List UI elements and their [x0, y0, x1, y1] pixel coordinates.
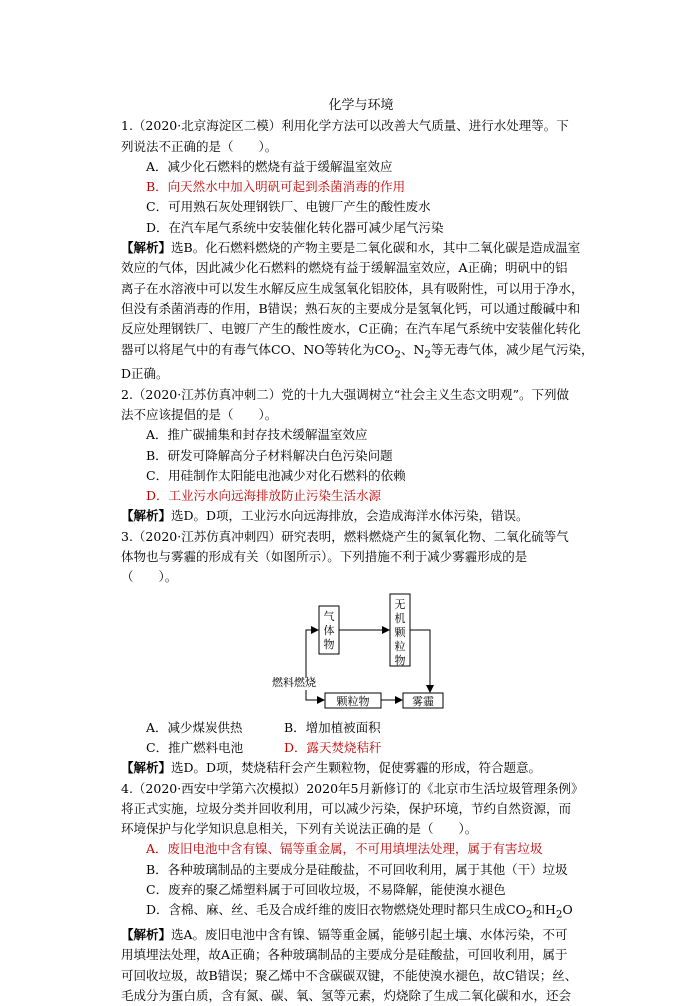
analysis-tag: 【解析】 [121, 508, 172, 524]
q1-analysis-line2: 效应的气体，因此减少化石燃料的燃烧有益于缓解温室效应，A正确；明矾中的铝 [121, 260, 568, 276]
q1-option-b-answer: B．向天然水中加入明矾可起到杀菌消毒的作用 [146, 179, 406, 195]
fuel-burning-label: 燃料燃烧 [272, 675, 316, 689]
arrow-fuel-to-gas [306, 630, 318, 678]
q3-analysis-line1 [121, 758, 601, 778]
q3-analysis-text: 选D。D项，焚烧秸秆会产生颗粒物，促使雾霾的形成，符合题意。 [171, 760, 542, 776]
q1-stem-line1: 1.（2020·北京海淀区二模）利用化学方法可以改善大气质量、进行水处理等。下 [121, 118, 569, 134]
subscript: 2 [555, 908, 563, 921]
q3-option-a: A．减少煤炭供热 [146, 719, 243, 735]
q3-stem-line2: 体物也与雾霾的形成有关（如图所示）。下列措施不利于减少雾霾形成的是 [121, 549, 528, 565]
q1-analysis-line6-part1: 器可以将尾气中的有毒气体CO、NO等转化为CO [121, 341, 395, 357]
q4-option-d [121, 900, 601, 925]
q4-option-d-part2: 和H [532, 902, 556, 918]
inorganic-label-3: 颗 [394, 625, 406, 639]
haze-label: 雾霾 [412, 694, 434, 708]
document-content [121, 96, 601, 1006]
arrow-inorganic-to-haze [410, 630, 430, 692]
q3-stem-line3: （ ）。 [121, 569, 178, 585]
q4-option-c: C．废弃的聚乙烯塑料属于可回收垃圾，不易降解，能使溴水褪色 [146, 882, 506, 897]
q4-option-a-answer: A．废旧电池中含有镍、镉等重金属，不可用填埋法处理，属于有害垃圾 [146, 841, 543, 857]
q1-analysis-line1 [121, 238, 601, 258]
q4-option-d-part3: O [562, 902, 573, 918]
q1-option-a: A．减少化石燃料的燃烧有益于缓解温室效应 [146, 158, 393, 174]
analysis-tag: 【解析】 [121, 240, 172, 256]
subscript: 2 [424, 348, 432, 361]
q4-option-b: B．各种玻璃制品的主要成分是硅酸盐，不可回收利用，属于其他（干）垃圾 [146, 861, 568, 877]
q3-option-d-answer: D．露天焚烧秸秆 [284, 739, 382, 755]
q3-stem-line1: 3.（2020·江苏仿真冲刺四）研究表明，燃料燃烧产生的氮氧化物、二氧化硫等气 [121, 528, 569, 544]
analysis-tag: 【解析】 [121, 760, 172, 776]
gas-label-1: 气 [323, 609, 335, 623]
q1-analysis-line4: 但没有杀菌消毒的作用，B错误；熟石灰的主要成分是氢氧化钙，可以通过酸碱中和 [121, 300, 581, 316]
analysis-tag: 【解析】 [121, 927, 172, 943]
q1-analysis-line6-part2: 、N [400, 341, 425, 357]
q4-analysis-line4: 毛成分为蛋白质，含有氮、碳、氧、氢等元素，灼烧除了生成二氧化碳和水，还会 [121, 987, 572, 1003]
q1-option-d: D．在汽车尾气系统中安装催化转化器可减少尾气污染 [146, 219, 444, 235]
q2-option-d-answer: D．工业污水向远海排放防止污染生活水源 [146, 488, 382, 504]
inorganic-label-4: 粒 [394, 639, 406, 653]
q2-option-a: A．推广碳捕集和封存技术缓解温室效应 [146, 427, 368, 443]
q2-stem-line2: 法不应该提倡的是（ ）。 [121, 406, 278, 422]
q4-analysis-line1 [121, 925, 601, 945]
q2-stem-line1: 2.（2020·江苏仿真冲刺二）党的十九大强调树立“社会主义生态文明观”。下列做 [121, 386, 569, 402]
q4-stem-line3: 环境保护与化学知识息息相关，下列有关说法正确的是（ ）。 [121, 821, 478, 837]
gas-label-2: 体 [323, 623, 335, 637]
inorganic-label-5: 物 [394, 653, 406, 667]
q3-option-c: C．推广燃料电池 [146, 739, 244, 755]
q3-options-row2 [121, 738, 601, 758]
q4-stem-line1: 4.（2020·西安中学第六次模拟）2020年5月新修订的《北京市生活垃圾管理条例》 [121, 780, 584, 796]
haze-diagram-svg [270, 592, 470, 710]
haze-formation-diagram [121, 588, 601, 718]
q4-analysis-line2: 用填埋法处理，故A正确；各种玻璃制品的主要成分是硅酸盐，可回收利用，属于 [121, 947, 568, 963]
q1-analysis-line5: 反应处理钢铁厂、电镀厂产生的酸性废水，C正确；在汽车尾气系统中安装催化转化 [121, 321, 581, 337]
inorganic-label-1: 无 [394, 597, 406, 611]
inorganic-label-2: 机 [394, 611, 406, 625]
q1-analysis-line3: 离子在水溶液中可以发生水解反应生成氢氧化铝胶体，具有吸附性，可以用于净水， [121, 280, 584, 296]
page-title: 化学与环境 [328, 98, 394, 113]
q2-analysis-text: 选D。D项，工业污水向远海排放，会造成海洋水体污染，错误。 [171, 508, 529, 524]
q1-analysis-line6 [121, 340, 601, 365]
arrow-fuel-to-particles [306, 690, 324, 700]
q4-analysis-line3: 可回收垃圾，故B错误；聚乙烯中不含碳碳双键，不能使溴水褪色，故C错误；丝、 [121, 967, 578, 983]
q1-analysis-line7: D正确。 [121, 366, 169, 382]
subscript: 2 [394, 348, 401, 361]
q3-options-row1 [121, 718, 601, 738]
q1-analysis-line6-part3: 等无毒气体，减少尾气污染， [431, 341, 594, 357]
gas-label-3: 物 [323, 637, 335, 651]
q1-analysis-text: 选B。化石燃料燃烧的产物主要是二氧化碳和水，其中二氧化碳是造成温室 [171, 240, 581, 256]
q3-option-b: B．增加植被面积 [284, 719, 381, 735]
q2-option-c: C．用硅制作太阳能电池减少对化石燃料的依赖 [146, 467, 406, 483]
q2-analysis-line1 [121, 506, 601, 526]
q2-option-b: B．研发可降解高分子材料解决白色污染问题 [146, 447, 393, 463]
q4-analysis-text: 选A。废旧电池中含有镍、镉等重金属，能够引起土壤、水体污染，不可 [171, 927, 568, 943]
q1-stem-line2: 列说法不正确的是（ ）。 [121, 138, 278, 154]
q4-option-d-part1: D．含棉、麻、丝、毛及合成纤维的废旧衣物燃烧处理时都只生成CO [146, 902, 526, 918]
q1-option-c: C．可用熟石灰处理钢铁厂、电镀厂产生的酸性废水 [146, 199, 431, 215]
subscript: 2 [525, 908, 533, 921]
particles-label: 颗粒物 [336, 694, 370, 708]
q4-stem-line2: 将正式实施，垃圾分类并回收利用，可以减少污染，保护环境，节约自然资源，而 [121, 800, 572, 816]
